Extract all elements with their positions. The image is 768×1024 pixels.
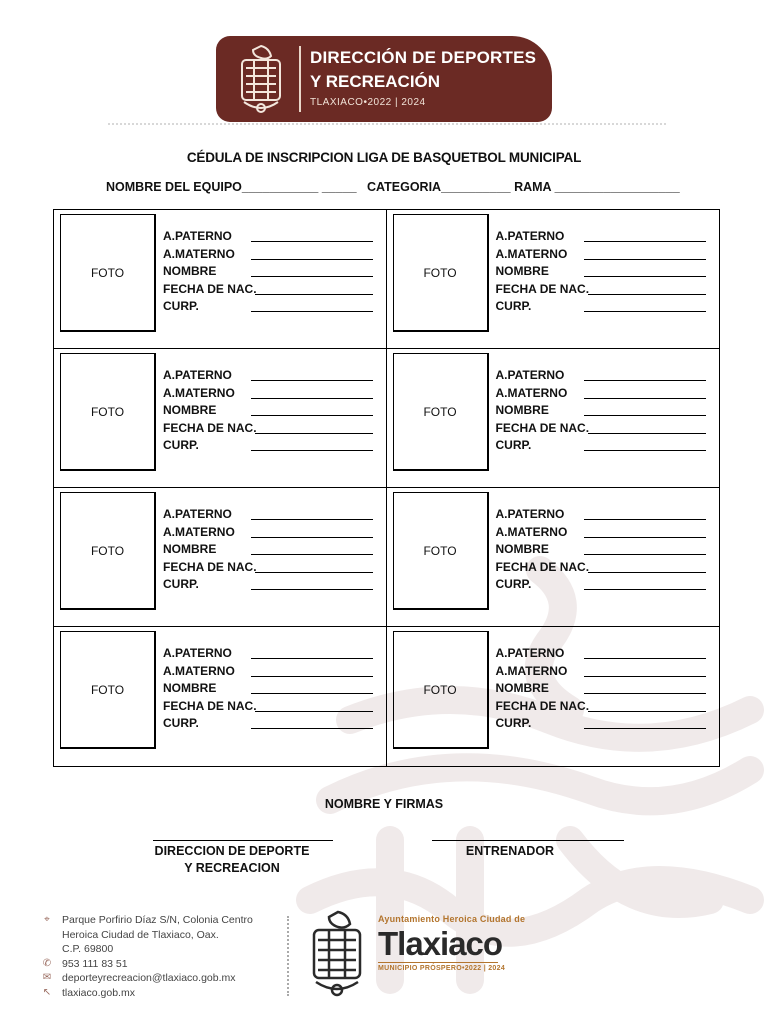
player-field-label: NOMBRE	[495, 542, 549, 556]
banner-title-line2: Y RECREACIÓN	[310, 72, 441, 91]
player-field-blank[interactable]	[584, 402, 706, 416]
player-field-label: CURP.	[163, 299, 199, 313]
player-field-label: NOMBRE	[163, 542, 217, 556]
player-field-row	[163, 263, 373, 281]
signature-line-left	[153, 840, 333, 841]
footer-phone: 953 111 83 51	[62, 957, 128, 970]
town-logo-small: Ayuntamiento Heroica Ciudad de	[378, 914, 526, 924]
player-cell	[54, 349, 387, 488]
player-field-label: A.MATERNO	[495, 663, 568, 678]
player-field-row	[163, 663, 373, 681]
player-info	[163, 645, 373, 733]
player-cell	[54, 627, 387, 766]
player-field-label: CURP.	[495, 299, 532, 313]
player-field-row	[163, 680, 373, 698]
player-field-row	[163, 402, 373, 420]
photo-box: FOTO	[60, 631, 156, 749]
player-info	[496, 228, 706, 316]
player-field-blank[interactable]	[251, 680, 373, 694]
photo-box: FOTO	[393, 492, 489, 610]
player-field-label: CURP.	[495, 716, 532, 730]
town-logo	[378, 914, 525, 972]
header-dotted-rule	[108, 123, 666, 125]
player-field-label: A.PATERNO	[163, 229, 232, 243]
player-field-label: A.PATERNO	[163, 646, 232, 660]
footer-phone-row	[40, 957, 253, 972]
player-field-blank[interactable]	[584, 715, 706, 729]
player-info	[163, 367, 373, 455]
player-field-label: NOMBRE	[495, 681, 549, 695]
player-field-row	[163, 715, 373, 733]
player-field-blank[interactable]	[251, 541, 373, 555]
footer-contact	[40, 913, 253, 1000]
player-cell	[387, 627, 720, 766]
team-fields-line: NOMBRE DEL EQUIPO___________ _____ CATEGORIA__________ RAMA __________________	[106, 180, 680, 194]
player-info	[163, 506, 373, 594]
footer-web-row	[40, 986, 253, 1001]
player-field-blank[interactable]	[251, 228, 373, 242]
player-field-label: A.MATERNO	[495, 524, 568, 539]
player-field-blank[interactable]	[255, 698, 373, 712]
player-field-row	[496, 559, 706, 577]
footer-address1: Parque Porfirio Díaz S/N, Colonia Centro	[62, 914, 253, 926]
player-field-row	[163, 420, 373, 438]
player-field-blank[interactable]	[584, 524, 706, 538]
player-field-blank[interactable]	[251, 506, 373, 520]
player-field-row	[496, 385, 706, 403]
player-field-row	[496, 437, 706, 455]
player-field-blank[interactable]	[251, 663, 373, 677]
player-field-blank[interactable]	[584, 263, 706, 277]
player-field-blank[interactable]	[588, 698, 706, 712]
player-field-row	[496, 698, 706, 716]
player-field-blank[interactable]	[584, 506, 706, 520]
photo-box: FOTO	[60, 492, 156, 610]
player-field-row	[496, 506, 706, 524]
player-field-blank[interactable]	[251, 437, 373, 451]
player-field-row	[496, 367, 706, 385]
signature-line-right	[432, 840, 624, 841]
player-field-row	[163, 524, 373, 542]
signature-label-left	[150, 843, 314, 877]
form-title: CÉDULA DE INSCRIPCION LIGA DE BASQUETBOL MUNICIPAL	[186, 150, 582, 165]
player-field-row	[163, 698, 373, 716]
footer-email-row	[40, 971, 253, 986]
player-field-row	[163, 281, 373, 299]
footer-email[interactable]: deporteyrecreacion@tlaxiaco.gob.mx	[62, 972, 236, 984]
signature-label-right: ENTRENADOR	[465, 844, 555, 858]
town-logo-name: Tlaxiaco	[378, 925, 503, 962]
player-field-row	[496, 663, 706, 681]
player-field-blank[interactable]	[588, 420, 706, 434]
player-field-label: A.MATERNO	[495, 246, 568, 261]
player-field-row	[163, 228, 373, 246]
banner-divider	[299, 46, 301, 112]
cursor-icon: ↖	[42, 986, 52, 998]
signature-left-line1: DIRECCION DE DEPORTE	[154, 844, 310, 858]
footer-address-row	[40, 913, 253, 928]
location-pin-icon: ⌖	[44, 914, 50, 925]
footer-divider	[287, 916, 289, 996]
player-field-blank[interactable]	[584, 385, 706, 399]
player-field-label: A.PATERNO	[495, 229, 565, 243]
player-field-label: A.MATERNO	[495, 385, 568, 400]
player-cell	[387, 488, 720, 627]
player-field-blank[interactable]	[251, 367, 373, 381]
email-icon: ✉	[42, 972, 52, 983]
player-field-row	[163, 576, 373, 594]
player-field-row	[163, 541, 373, 559]
player-field-blank[interactable]	[251, 385, 373, 399]
player-field-row	[163, 246, 373, 264]
player-field-label: FECHA DE NAC.	[495, 420, 590, 435]
player-field-blank[interactable]	[584, 246, 706, 260]
player-field-blank[interactable]	[584, 437, 706, 451]
player-field-label: FECHA DE NAC.	[163, 559, 257, 574]
player-field-label: A.PATERNO	[495, 507, 565, 521]
signatures-heading: NOMBRE Y FIRMAS	[324, 797, 444, 811]
signature-left-line2: Y RECREACION	[184, 861, 280, 875]
player-field-blank[interactable]	[251, 402, 373, 416]
player-field-label: CURP.	[163, 716, 199, 730]
player-field-blank[interactable]	[255, 281, 373, 295]
banner-title-line1: DIRECCIÓN DE DEPORTES	[310, 48, 537, 67]
player-field-label: NOMBRE	[495, 403, 549, 417]
footer-web[interactable]: tlaxiaco.gob.mx	[62, 986, 135, 999]
player-field-label: CURP.	[163, 438, 199, 452]
player-field-blank[interactable]	[584, 298, 706, 312]
photo-box: FOTO	[393, 631, 489, 749]
player-field-row	[496, 680, 706, 698]
player-field-blank[interactable]	[584, 663, 706, 677]
player-field-row	[496, 541, 706, 559]
player-field-row	[163, 437, 373, 455]
player-field-row	[163, 385, 373, 403]
player-field-blank[interactable]	[251, 576, 373, 590]
player-field-row	[496, 298, 706, 316]
player-field-row	[496, 715, 706, 733]
player-info	[496, 645, 706, 733]
player-field-blank[interactable]	[251, 524, 373, 538]
player-field-blank[interactable]	[255, 559, 373, 573]
player-field-blank[interactable]	[588, 559, 706, 573]
player-field-label: A.MATERNO	[163, 663, 235, 678]
player-field-blank[interactable]	[584, 680, 706, 694]
player-field-blank[interactable]	[588, 281, 706, 295]
player-field-label: A.PATERNO	[163, 368, 232, 382]
player-field-label: CURP.	[495, 438, 532, 452]
player-field-label: FECHA DE NAC.	[495, 559, 590, 574]
player-field-blank[interactable]	[584, 645, 706, 659]
player-cell	[387, 210, 720, 349]
photo-box: FOTO	[60, 353, 156, 471]
player-info	[496, 367, 706, 455]
player-field-label: A.MATERNO	[163, 524, 235, 539]
photo-box: FOTO	[60, 214, 156, 332]
player-field-row	[163, 645, 373, 663]
player-field-label: A.MATERNO	[163, 246, 235, 261]
player-field-label: FECHA DE NAC.	[163, 281, 257, 296]
player-field-label: NOMBRE	[495, 264, 549, 278]
player-cell	[387, 349, 720, 488]
player-field-blank[interactable]	[584, 367, 706, 381]
footer-address2: Heroica Ciudad de Tlaxiaco, Oax.	[62, 928, 219, 941]
player-field-label: CURP.	[163, 577, 199, 591]
player-field-blank[interactable]	[584, 228, 706, 242]
player-field-label: FECHA DE NAC.	[163, 420, 257, 435]
town-logo-subtitle: MUNICIPIO PRÓSPERO•2022 | 2024	[378, 962, 498, 972]
player-field-row	[496, 263, 706, 281]
player-field-label: FECHA DE NAC.	[163, 698, 257, 713]
town-crest-icon	[308, 908, 366, 998]
player-field-label: NOMBRE	[163, 403, 217, 417]
player-field-blank[interactable]	[251, 715, 373, 729]
player-field-blank[interactable]	[251, 246, 373, 260]
photo-box: FOTO	[393, 214, 489, 332]
player-field-label: NOMBRE	[163, 264, 217, 278]
player-cell	[54, 488, 387, 627]
crest-icon	[236, 42, 286, 116]
player-field-row	[496, 246, 706, 264]
player-field-row	[163, 367, 373, 385]
player-field-row	[163, 298, 373, 316]
player-field-blank[interactable]	[584, 576, 706, 590]
player-info	[496, 506, 706, 594]
player-field-row	[496, 281, 706, 299]
player-field-row	[163, 559, 373, 577]
player-field-label: A.PATERNO	[163, 507, 232, 521]
player-field-blank[interactable]	[584, 541, 706, 555]
player-cell	[54, 210, 387, 349]
footer-address3: C.P. 69800	[62, 943, 114, 955]
player-field-row	[496, 576, 706, 594]
player-field-blank[interactable]	[251, 645, 373, 659]
header-banner	[216, 36, 552, 122]
phone-icon: ✆	[42, 957, 52, 969]
player-field-row	[496, 402, 706, 420]
player-field-blank[interactable]	[251, 263, 373, 277]
player-grid	[53, 209, 720, 767]
player-field-label: A.MATERNO	[163, 385, 235, 400]
player-field-blank[interactable]	[251, 298, 373, 312]
player-field-row	[496, 228, 706, 246]
player-field-label: NOMBRE	[163, 681, 217, 695]
player-field-label: A.PATERNO	[495, 646, 565, 660]
player-field-row	[496, 645, 706, 663]
photo-box: FOTO	[393, 353, 489, 471]
player-field-label: A.PATERNO	[495, 368, 565, 382]
player-field-label: FECHA DE NAC.	[495, 698, 590, 713]
player-field-row	[163, 506, 373, 524]
player-field-label: FECHA DE NAC.	[495, 281, 590, 296]
banner-subtitle: TLAXIACO•2022 | 2024	[310, 97, 426, 108]
player-info	[163, 228, 373, 316]
player-field-blank[interactable]	[255, 420, 373, 434]
player-field-row	[496, 420, 706, 438]
player-field-label: CURP.	[495, 577, 532, 591]
player-field-row	[496, 524, 706, 542]
